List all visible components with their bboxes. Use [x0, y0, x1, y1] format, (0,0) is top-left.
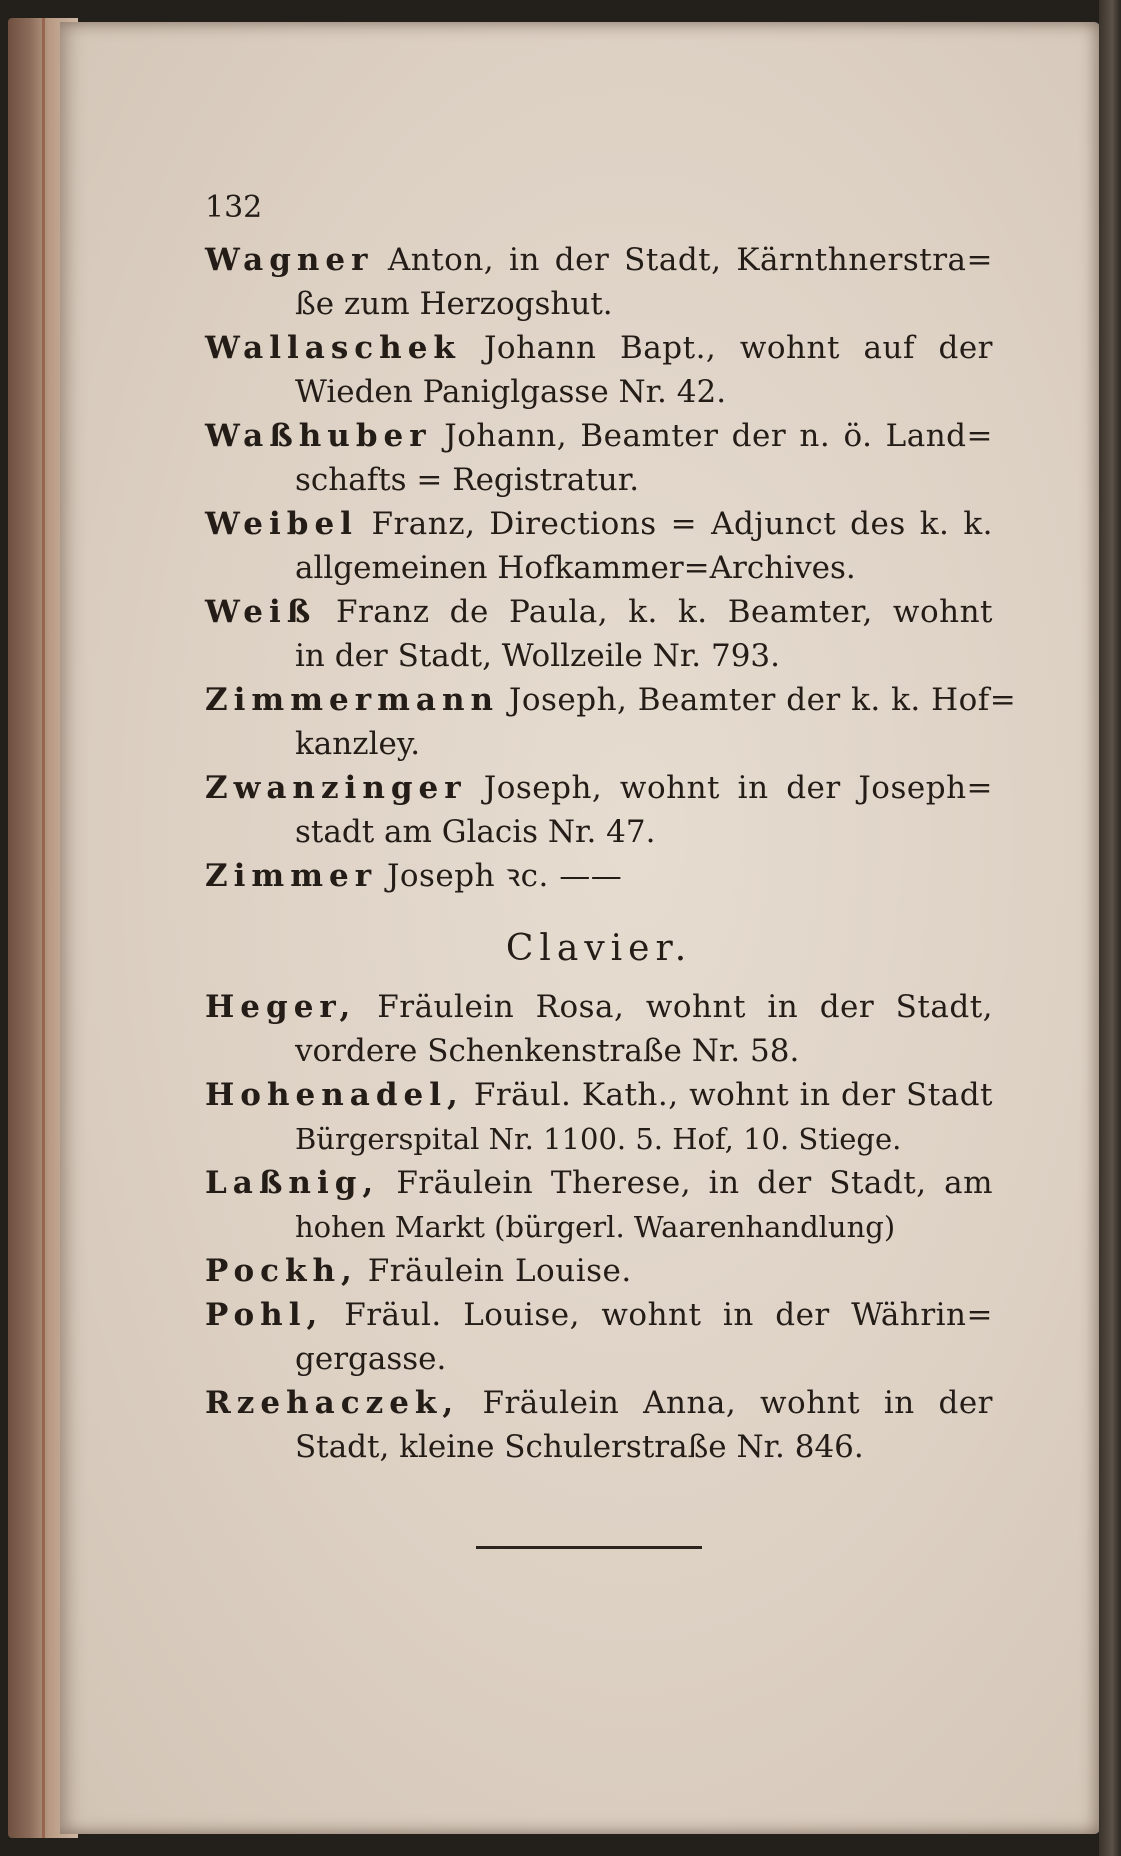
- entry-text: Fräul. Louise, wohnt in der Währin=: [344, 1297, 993, 1333]
- section-heading: Clavier.: [505, 928, 693, 969]
- list-item: [205, 590, 993, 678]
- entry-text: vordere Schenkenstraße Nr. 58.: [295, 1033, 800, 1069]
- entry-text: schafts = Registratur.: [295, 462, 640, 498]
- list-item: [205, 1161, 993, 1249]
- entry-text: Anton, in der Stadt, Kärnthnerstra=: [387, 242, 993, 278]
- list-item: [205, 985, 993, 1073]
- entry-text: Joseph ꝛc. ——: [386, 858, 623, 894]
- closing-rule: [476, 1546, 702, 1549]
- entry-text: allgemeinen Hofkammer=Archives.: [295, 550, 856, 586]
- list-item: [205, 326, 993, 414]
- entry-text: Franz, Directions = Adjunct des k. k.: [371, 506, 993, 542]
- entry-text: Joseph, Beamter der k. k. Hof=: [508, 682, 1017, 718]
- entry-name: Heger,: [205, 989, 357, 1025]
- entry-name: Zimmer: [205, 858, 378, 894]
- entry-name: Rzehaczek,: [205, 1385, 460, 1421]
- list-item: [205, 1381, 993, 1469]
- entry-text: Fräulein Louise.: [367, 1253, 632, 1289]
- entry-text: Fräulein Therese, in der Stadt, am: [396, 1165, 994, 1201]
- entry-text: hohen Markt (bürgerl. Waarenhandlung): [295, 1210, 896, 1244]
- list-item: [205, 1073, 993, 1161]
- entry-text: Johann Bapt., wohnt auf der: [483, 330, 993, 366]
- list-item: [205, 414, 993, 502]
- entry-text: Joseph, wohnt in der Joseph=: [483, 770, 994, 806]
- entry-text: Franz de Paula, k. k. Beamter, wohnt: [335, 594, 993, 630]
- entry-name: Hohenadel,: [205, 1077, 464, 1113]
- entry-name: Pohl,: [205, 1297, 324, 1333]
- list-item: [205, 1249, 993, 1293]
- entry-text: kanzley.: [295, 726, 421, 762]
- entry-text: gergasse.: [295, 1341, 447, 1377]
- entry-name: Waßhuber: [205, 418, 432, 454]
- entry-text: in der Stadt, Wollzeile Nr. 793.: [295, 638, 781, 674]
- entry-name: Weiß: [205, 594, 317, 630]
- entry-name: Laßnig,: [205, 1165, 380, 1201]
- list-item: [205, 766, 993, 854]
- entry-text: Wieden Paniglgasse Nr. 42.: [295, 374, 727, 410]
- entry-name: Weibel: [205, 506, 358, 542]
- entry-text: stadt am Glacis Nr. 47.: [295, 814, 656, 850]
- entry-text: Bürgerspital Nr. 1100. 5. Hof, 10. Stiege.: [295, 1122, 902, 1156]
- list-item: [205, 502, 993, 590]
- book-cover-edge: [1099, 0, 1121, 1856]
- entry-text: Stadt, kleine Schulerstraße Nr. 846.: [295, 1429, 864, 1465]
- entry-name: Wallaschek: [205, 330, 461, 366]
- entry-text: ße zum Herzogshut.: [295, 286, 613, 322]
- list-item: [205, 1293, 993, 1381]
- list-item: [205, 678, 1017, 766]
- entry-name: Pockh,: [205, 1253, 358, 1289]
- list-item: [205, 238, 993, 326]
- page-number: 132: [205, 190, 263, 225]
- entry-list: [205, 238, 1017, 1469]
- entry-name: Wagner: [205, 242, 374, 278]
- entry-text: Johann, Beamter der n. ö. Land=: [444, 418, 993, 454]
- list-item: [205, 854, 993, 898]
- entry-text: Fräul. Kath., wohnt in der Stadt: [473, 1077, 993, 1113]
- entry-text: Fräulein Anna, wohnt in der: [482, 1385, 993, 1421]
- entry-text: Fräulein Rosa, wohnt in der Stadt,: [377, 989, 993, 1025]
- entry-name: Zimmermann: [205, 682, 500, 718]
- entry-name: Zwanzinger: [205, 770, 467, 806]
